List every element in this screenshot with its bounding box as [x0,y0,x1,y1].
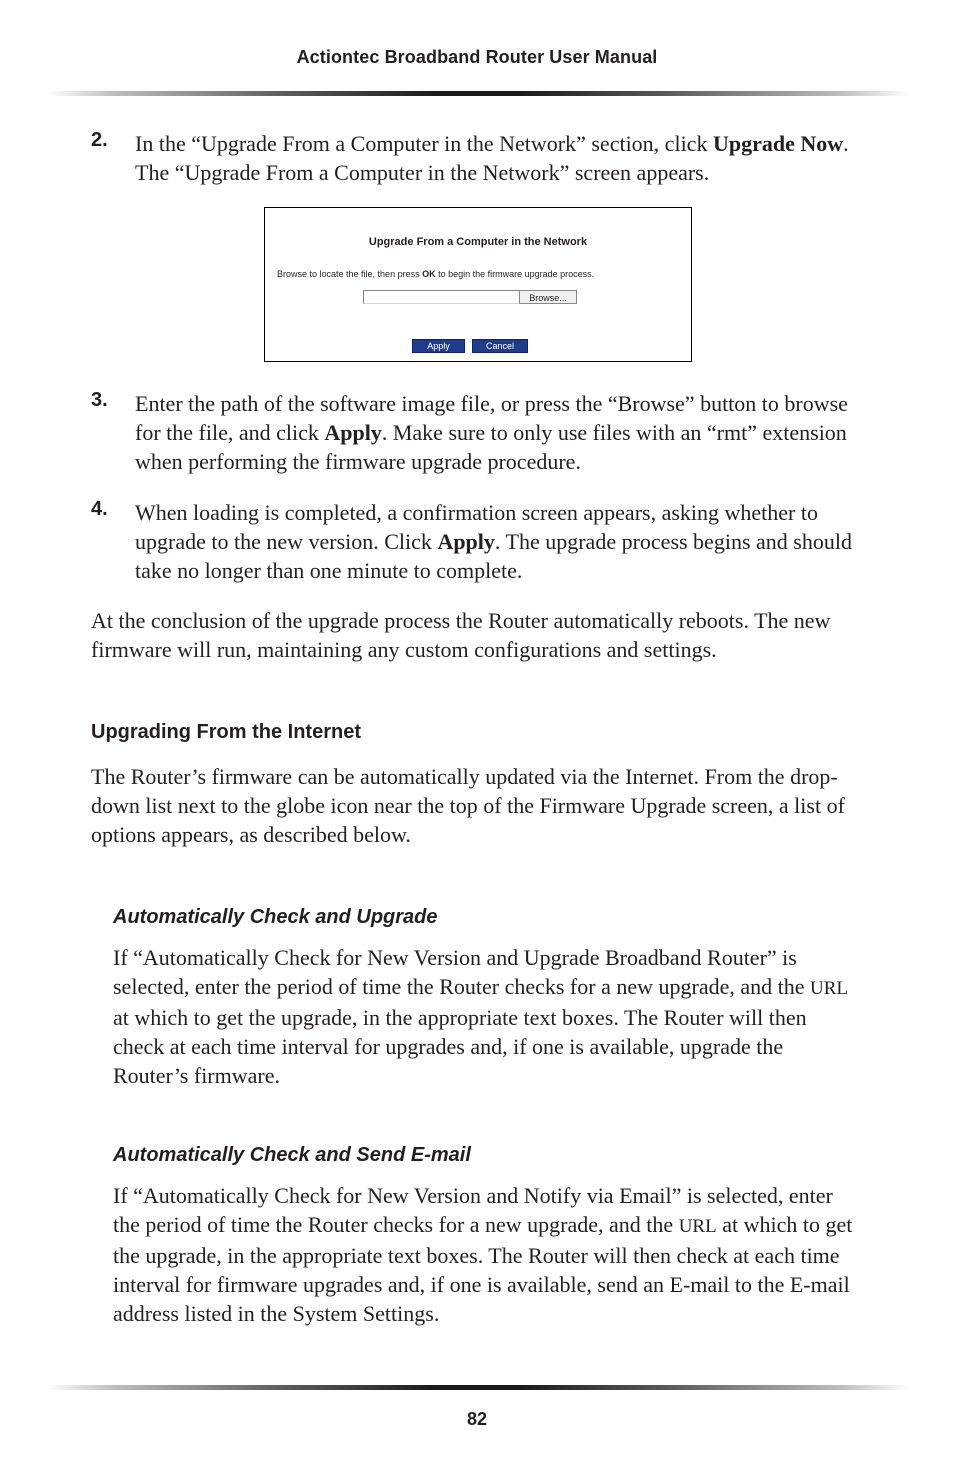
conclusion-paragraph: At the conclusion of the upgrade process the Router automatically reboots. The new firmware will run, maintaining any custom configurations and settings. [91,608,831,662]
footer-rule [46,1385,910,1390]
page-number: 82 [466,1409,488,1429]
bold-term: Apply [437,529,495,554]
cancel-button[interactable]: Cancel [472,339,528,353]
running-header: Actiontec Broadband Router User Manual [296,47,658,67]
apply-button[interactable]: Apply [412,339,465,353]
subsection-heading-upgrade: Automatically Check and Upgrade [113,906,438,928]
step-number: 4. [91,498,108,520]
section-heading: Upgrading From the Internet [91,721,361,743]
step-3 [91,389,861,476]
step-text: When loading is completed, a confirmation screen appears, asking whether to upgrade to the new version. Click Apply. The upgrade process begins and should take no longer than one minute to complete. [135,500,852,583]
screenshot-instructions: Browse to locate the file, then press OK to begin the firmware upgrade process. [277,269,595,279]
browse-button[interactable]: Browse... [519,290,577,304]
file-path-input[interactable] [363,290,520,304]
subsection-heading-email: Automatically Check and Send E-mail [113,1144,471,1166]
step-number: 3. [91,389,108,411]
step-number: 2. [91,129,108,151]
upgrade-screenshot [264,207,692,362]
step-text: In the “Upgrade From a Computer in the Network” section, click Upgrade Now. The “Upgrade From a Computer in the Network” screen appears. [135,131,849,185]
auto-upgrade-paragraph: If “Automatically Check for New Version and Upgrade Broadband Router” is selected, enter the period of time the Router checks for a new upgrade, and the URL at which to get the upgrade, in the appropriate text boxes. The Router will then check at each time interval for upgrades and, if one is available, upgrade the Router’s firmware. [113,945,848,1088]
auto-email-paragraph: If “Automatically Check for New Version and Notify via Email” is selected, enter the period of time the Router checks for a new upgrade, and the URL at which to get the upgrade, in the appropriate text boxes. The Router will then check at each time interval for firmware upgrades and, if one is available, send an E-mail to the E-mail address listed in the System Settings. [113,1183,853,1326]
header-rule [46,91,910,96]
screenshot-title: Upgrade From a Computer in the Network [368,236,588,248]
step-4 [91,498,861,585]
step-text: Enter the path of the software image file, or press the “Browse” button to browse for the file, and click Apply. Make sure to only use files with an “rmt” extension when performing the firmware upgrade procedure. [135,391,848,474]
bold-term: Apply [324,420,382,445]
bold-term: Upgrade Now [712,131,844,156]
step-2 [91,129,861,187]
internet-paragraph: The Router’s firmware can be automatically updated via the Internet. From the drop-down list next to the globe icon near the top of the Firmware Upgrade screen, a list of options appears, as described below. [91,764,845,847]
